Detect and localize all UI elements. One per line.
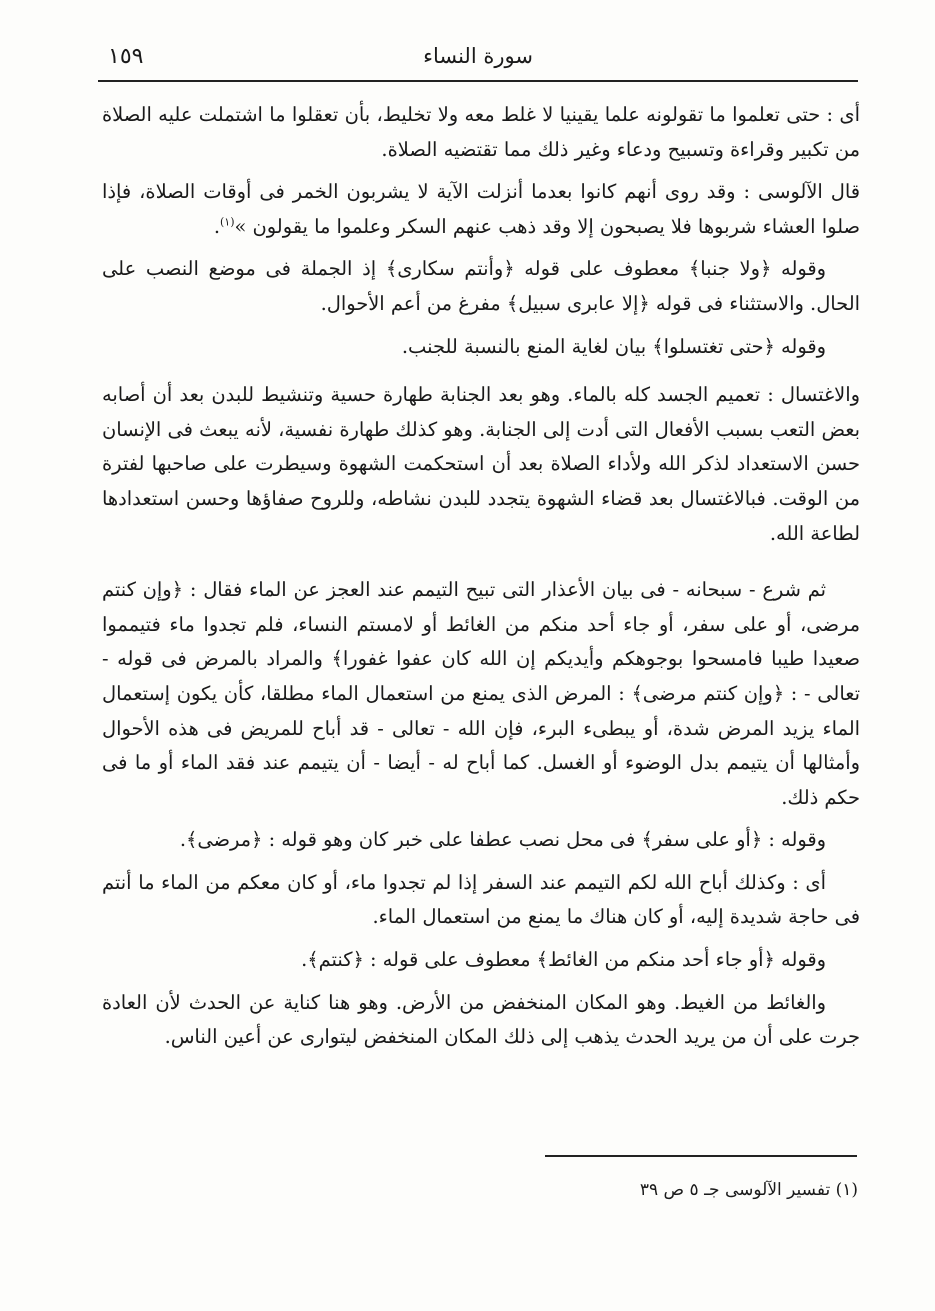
paragraph-2-text: قال الآلوسى : وقد روى أنهم كانوا بعدما أنزلت الآية لا يشربون الخمر فى أوقات الصلاة، فإذا صلوا العشاء شربوها فلا يصبحون إلا وقد ذهب عنهم السكر وعلموا ما يقولون » bbox=[102, 180, 860, 238]
running-title: سورة النساء bbox=[423, 44, 533, 68]
paragraph-1: أى : حتى تعلموا ما تقولونه علما يقينيا لا غلط معه ولا تخليط، بأن تعقلوا ما اشتملت عليه الصلاة من تكبير وقراءة وتسبيح ودعاء وغير ذلك مما تقتضيه الصلاة. bbox=[102, 103, 860, 161]
paragraph-3: وقوله ﴿ولا جنبا﴾ معطوف على قوله ﴿وأنتم سكارى﴾ إذ الجملة فى موضع النصب على الحال. والاستثناء فى قوله ﴿إلا عابرى سبيل﴾ مفرغ من أعم الأحوال. bbox=[102, 257, 860, 315]
paragraph-2: قال الآلوسى : وقد روى أنهم كانوا بعدما أنزلت الآية لا يشربون الخمر فى أوقات الصلاة، فإذا صلوا العشاء شربوها فلا يصبحون إلا وقد ذهب عنهم السكر وعلموا ما يقولون »$^{(١)}$. bbox=[102, 180, 860, 238]
header-rule bbox=[98, 80, 858, 82]
paragraph-9: وقوله ﴿أو جاء أحد منكم من الغائط﴾ معطوف على قوله : ﴿كنتم﴾. bbox=[301, 948, 826, 972]
page-header bbox=[98, 38, 858, 82]
paragraph-10: والغائط من الغيط. وهو المكان المنخفض من الأرض. وهو هنا كناية عن الحدث لأن العادة جرت على أن من يريد الحدث يذهب إلى ذلك المكان المنخفض ليتوارى عن أعين الناس. bbox=[102, 990, 860, 1049]
paragraph-6: ثم شرع - سبحانه - فى بيان الأعذار التى تبيح التيمم عند العجز عن الماء فقال : ﴿وإن كنتم مرضى، أو على سفر، أو جاء أحد منكم من الغائط أو لامستم النساء، فلم تجدوا ماء فتيمموا صعيدا طيبا فامسحوا بوجوهكم وأيديكم إن الله كان عفوا غفورا﴾ والمراد بالمرض فى قوله - تعالى - : ﴿وإن كنتم مرضى﴾ : المرض الذى يمنع من استعمال الماء مطلقا، كأن يكون إستعمال الماء يزيد المرض شدة، أو يبطىء البرء، فإن الله - تعالى - قد أباح للمريض فى هذه الأحوال وأمثالها أن يتيمم بدل الوضوء أو الغسل. كما أباح له - أيضا - أن يتيمم عند فقد الماء أو ما فى حكم ذلك. bbox=[102, 578, 860, 809]
paragraph-8: أى : وكذلك أباح الله لكم التيمم عند السفر إذا لم تجدوا ماء، أو كان معكم من الماء ما أنتم فى حاجة شديدة إليه، أو كان هناك ما يمنع من استعمال الماء. bbox=[102, 870, 860, 929]
paragraph-4: وقوله ﴿حتى تغتسلوا﴾ بيان لغاية المنع بالنسبة للجنب. bbox=[401, 334, 826, 358]
footnote: (١) تفسير الآلوسى جـ ٥ ص ٣٩ bbox=[639, 1180, 858, 1200]
page-number: ١٥٩ bbox=[108, 44, 144, 69]
footnote-marker: (١) bbox=[219, 215, 235, 229]
paragraph-5: والاغتسال : تعميم الجسد كله بالماء. وهو بعد الجنابة طهارة حسية وتنشيط للبدن بعد أن أصابه بعض التعب بسبب الأفعال التى أدت إلى الجنابة. وهو كذلك طهارة نفسية، لأنه يبعث فى الإنسان حسن الاستعداد لذكر الله ولأداء الصلاة بعد أن استحكمت الشهوة وسيطرت على صاحبها لفترة من الوقت. فبالاغتسال بعد قضاء الشهوة يتجدد للبدن نشاطه، وللروح صفاؤها وحسن استعدادها لطاعة الله. bbox=[102, 383, 860, 545]
footnote-rule bbox=[545, 1155, 857, 1157]
paragraph-7: وقوله : ﴿أو على سفر﴾ فى محل نصب عطفا على خبر كان وهو قوله : ﴿مرضى﴾. bbox=[179, 828, 826, 852]
body-text bbox=[102, 98, 860, 1063]
